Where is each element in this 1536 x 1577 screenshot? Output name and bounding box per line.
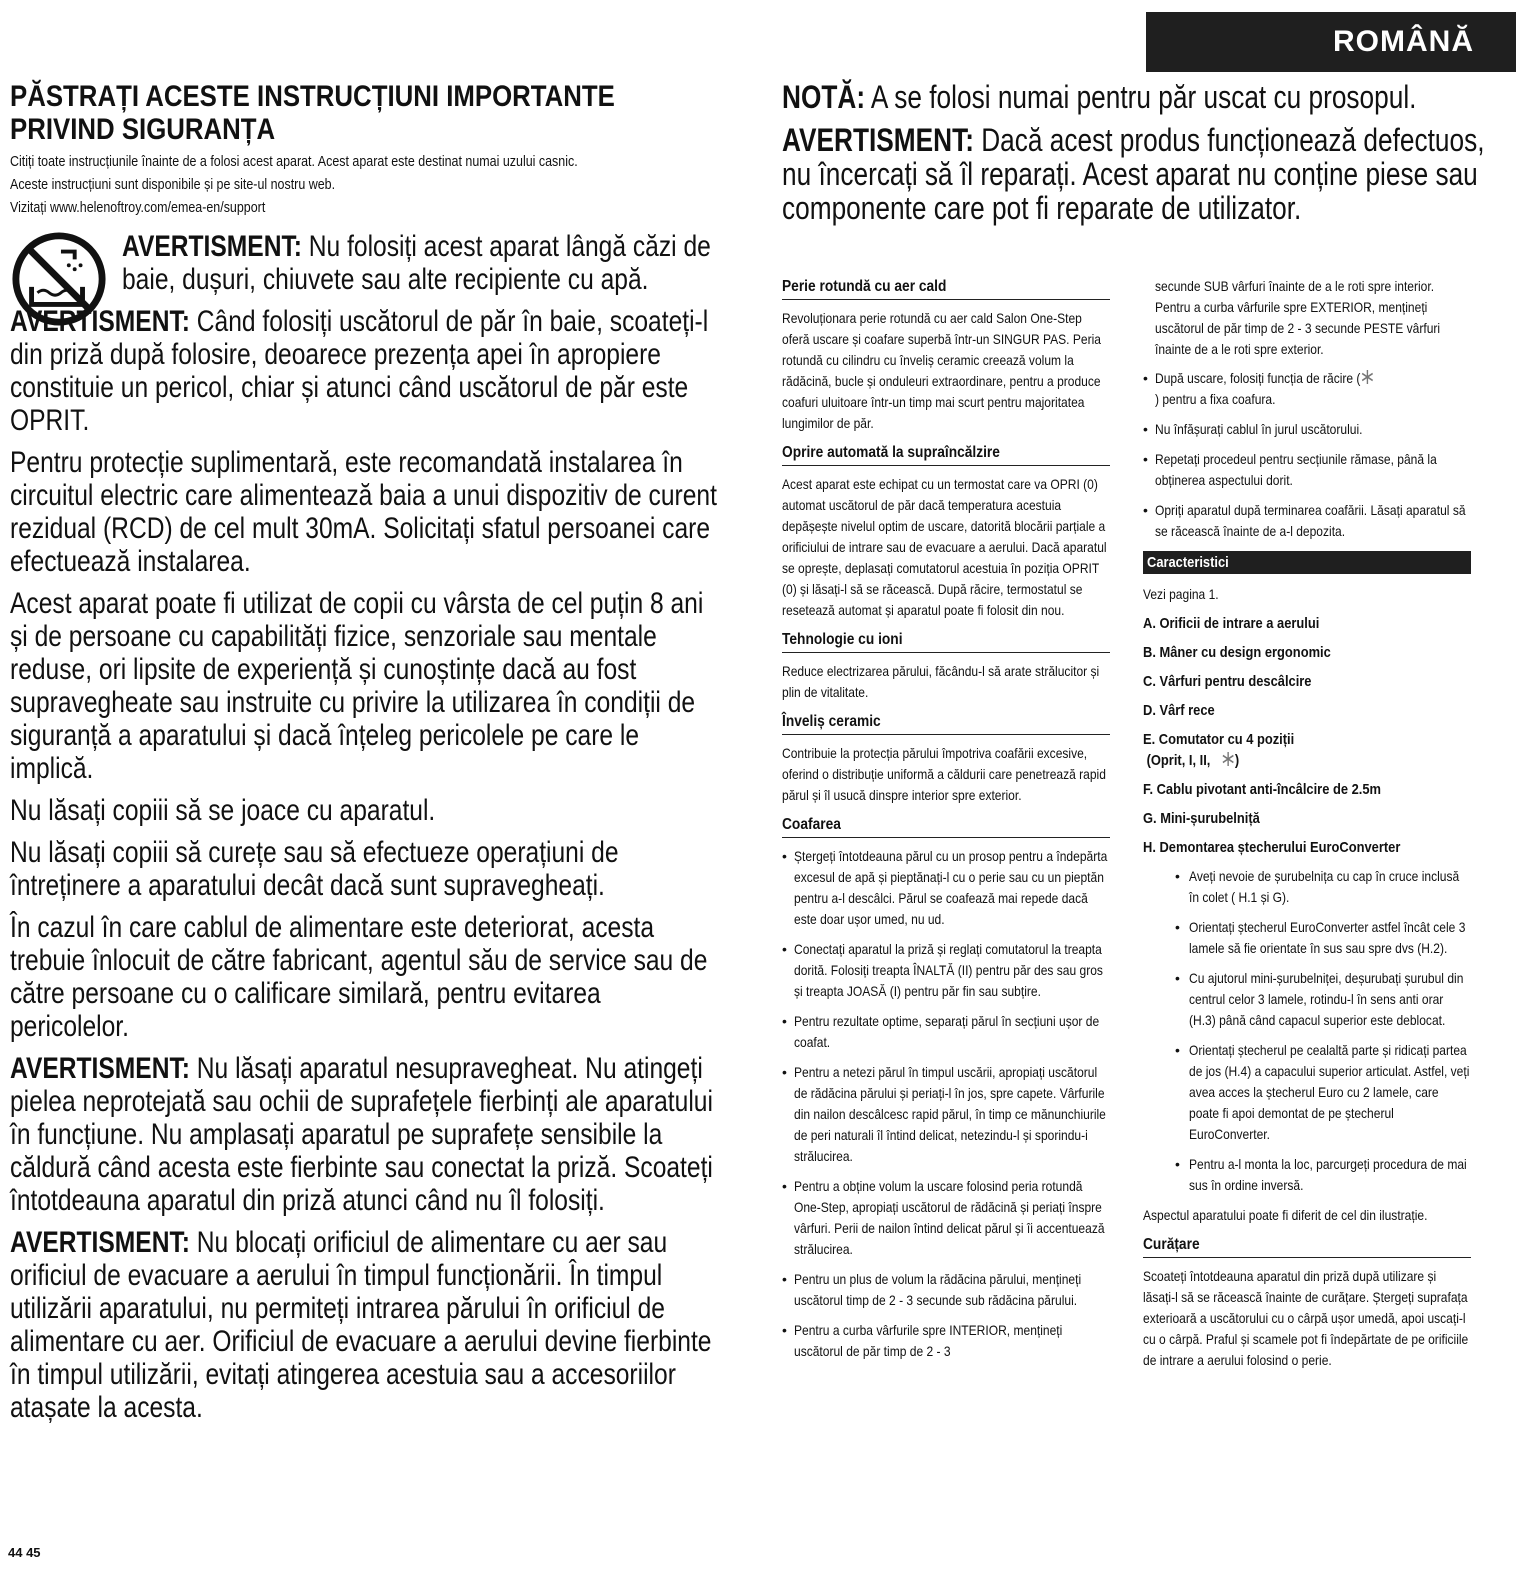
appearance-note [1143,1205,1471,1226]
list-text: Pentru a curba vârfurile spre INTERIOR, mențineți uscătorul de păr timp de 2 - 3 [794,1322,1063,1359]
list-item [782,1011,1110,1053]
continued-text [1143,276,1471,360]
heading-text: Tehnologie cu ioni [782,631,903,648]
title-line-2: PRIVIND SIGURANȚA [10,113,276,146]
language-label: ROMÂNĂ [1333,25,1474,58]
list-text [1155,368,1470,410]
warning-paragraph-2 [10,1052,723,1217]
intro-text-3: Vizitați www.helenoftroy.com/emea-en/support [10,200,266,216]
sub-list-item [1143,866,1471,908]
section-text [782,308,1110,434]
bath-warning [10,230,725,296]
paragraph-no-clean: Nu lăsați copiii să curețe sau să efectueze operațiuni de întreținere a aparatului decât dacă sunt supravegheați. [10,836,619,902]
feature-item [1143,779,1471,800]
repair-warning [782,123,1504,225]
feature-item [1143,808,1471,829]
list-item [782,1176,1110,1260]
cleaning-text [1143,1266,1471,1371]
feature-text: G. Mini-șurubelniță [1143,810,1260,827]
body-text: Scoateți întotdeauna aparatul din priză după utilizare și lăsați-l să se răcească înainte de curățare. Ștergeți suprafața exterioară a uscătorului cu o cârpă ușor umedă, apoi uscați-l cu o cârpă. Praful și scamele pot fi îndepărtate de pe orificiile de intrare a aerului folosind o perie. [1143,1268,1469,1368]
sub-list-item [1143,968,1471,1031]
body-text: Contribuie la protecția părului împotriva coafării excesive, oferind o distribuție uniformă a căldurii care penetrează rapid părul și îl usucă dinspre interior spre exterior. [782,745,1106,803]
heading-text: Oprire automată la supraîncălzire [782,444,1000,461]
bath-warning-body: Nu folosiți acest aparat lângă căzi de baie, dușuri, chiuvete sau alte recipiente cu apă. [122,230,711,296]
page-title [10,80,715,146]
list-item [1143,500,1471,542]
section-text [782,661,1110,703]
paragraph-children: Acest aparat poate fi utilizat de copii cu vârsta de cel puțin 8 ani și de persoane cu capabilități fizice, senzoriale sau mentale reduse, ori lipsite de experiență și cunoștințe dacă au fost supravegheate sau instruite cu privire la utilizarea în condiții de siguranță a aparatului și dacă înțeleg pericolele pe care le implică. [10,587,704,785]
paragraph-body: Nu lăsați aparatul nesupravegheat. Nu atingeți pielea neprotejată sau ochii de suprafețele fierbinți ale aparatului în funcțiune. Nu amplasați aparatul pe suprafețe sensibile la căldură când acesta este fierbinte sau conectat la priză. Scoateți întotdeauna aparatul din priză atunci când nu îl folosiți. [10,1052,713,1217]
section-heading [782,442,1110,466]
feature-text: B. Mâner cu design ergonomic [1143,644,1331,661]
warning-label: AVERTISMENT: [10,1052,190,1085]
list-text: Conectați aparatul la priză și reglați comutatorul la treapta dorită. Folosiți treapta ÎNALTĂ (II) pentru păr des sau gros și treapta JOASĂ (I) pentru păr fin sau subțire. [794,941,1103,999]
list-item [782,1320,1110,1362]
list-text: Orientați ștecherul EuroConverter astfel încât cele 3 lamele să fie orientate în sus sau spre dvs (H.2). [1189,919,1466,956]
page-numbers: 44 45 [8,1545,41,1560]
paragraph-rcd: Pentru protecție suplimentară, este recomandată instalarea în circuitul electric care alimentează baia a unui dispozitiv de curent rezidual (RCD) de cel mult 30mA. Solicitați sfatul persoanei care efectuează instalarea. [10,446,717,578]
list-text: Opriți aparatul după terminarea coafării. Lăsați aparatul să se răcească înainte de a-l depozita. [1155,502,1466,539]
list-text-start: După uscare, folosiți funcția de răcire ( [1155,370,1361,386]
warning-label: AVERTISMENT: [122,230,302,263]
feature-item [1143,700,1471,721]
list-text: Nu înfășurați cablul în jurul uscătorului. [1155,421,1363,437]
feature-item [1143,613,1471,634]
list-text: Cu ajutorul mini-șurubelniței, deșurubați șurubul din centrul celor 3 lamele, rotindu-l în sens anti orar (H.3) până când capacul superior este deblocat. [1189,970,1464,1028]
list-text-end: ) pentru a fixa coafura. [1155,391,1276,407]
paragraph-body: Când folosiți uscătorul de păr în baie, scoateți-l din priză după folosire, deoarece prezența apei în apropiere constituie un pericol, chiar și atunci când uscătorul de păr este OPRIT. [10,305,709,437]
heading-text: Curățare [1143,1236,1200,1253]
see-page-text [1143,584,1471,605]
body-text: Acest aparat este echipat cu un termostat care va OPRI (0) automat uscătorul de păr dacă temperatura acestuia depășește nivelul optim de uscare, datorită blocării parțiale a orificiului de intrare sau de evacuare a aerului. Dacă aparatul se oprește, deplasați comutatorul acestuia în poziția OPRIT (0) și lăsați-l să se răcească. După răcire, termostatul se resetează automat și aparatul poate fi folosit din nou. [782,476,1107,618]
safety-instructions-column [10,80,725,1433]
heading-text: Perie rotundă cu aer cald [782,278,947,295]
features-heading [1143,551,1471,574]
sub-list-item [1143,1154,1471,1196]
warning-paragraph-1 [10,305,723,437]
list-text: Ștergeți întotdeauna părul cu un prosop pentru a îndepărta excesul de apă și pieptănați-l cu o perie sau cu un pieptăn pentru a-l descâlci. Părul se coafează mai repede dacă este doar ușor umed, nu ud. [794,848,1108,927]
title-line-1: PĂSTRAȚI ACESTE INSTRUCȚIUNI IMPORTANTE [10,80,615,113]
heading-text: Înveliș ceramic [782,713,881,730]
features-column-right [1143,276,1471,1379]
note-paragraph [782,80,1504,114]
feature-item [1143,642,1471,663]
feature-text-end: ) [1234,752,1240,769]
sub-list-item [1143,1040,1471,1145]
language-tab [1146,12,1516,72]
heading-text: Coafarea [782,816,841,833]
intro-text-2: Aceste instrucțiuni sunt disponibile și pe site-ul nostru web. [10,177,336,193]
section-heading [782,711,1110,735]
list-item [782,1062,1110,1167]
body-text: Vezi pagina 1. [1143,586,1219,602]
list-text: Pentru rezultate optime, separați părul în secțiuni ușor de coafat. [794,1013,1100,1050]
list-text: Orientați ștecherul pe cealaltă parte și ridicați partea de jos (H.4) a capacului superior articulat. Astfel, veți avea acces la ștecherul Euro cu 2 lamele, care poate fi apoi demontat de pe ștecherul EuroConverter. [1189,1042,1470,1142]
warning-paragraph-3 [10,1226,723,1424]
feature-item [1143,671,1471,692]
warning-label: AVERTISMENT: [10,305,190,338]
body-text: secunde SUB vârfuri înainte de a le roti spre interior. Pentru a curba vârfurile spre EXTERIOR, mențineți uscătorul de păr timp de 2 - 3 secunde PESTE vârfuri înainte de a le roti spre exterior. [1155,278,1441,357]
feature-text-line-2: (Oprit, I, II, [1146,752,1211,769]
list-text: Pentru un plus de volum la rădăcina părului, mențineți uscătorul timp de 2 - 3 secunde sub rădăcina părului. [794,1271,1082,1308]
body-text: Reduce electrizarea părului, făcându-l să arate strălucitor și plin de vitalitate. [782,663,1100,700]
list-text: Repetați procedeul pentru secțiunile rămase, până la obținerea aspectului dorit. [1155,451,1437,488]
warning-label: AVERTISMENT: [782,122,974,158]
feature-item [1143,837,1471,858]
list-text: Pentru a netezi părul în timpul uscării, apropiați uscătorul de rădăcina părului și periați-l în jos, spre capete. Vârfurile din nailon descâlcesc rapid părul, în timp ce mănunchiurile de peri naturali îl întind delicat, netezindu-l și sporindu-i strălucirea. [794,1064,1106,1164]
paragraph-cord: În cazul în care cablul de alimentare este deteriorat, acesta trebuie înlocuit de către fabricant, agentul său de service sau de către persoane cu o calificare similară, pentru evitarea pericolelor. [10,911,708,1043]
list-item [1143,449,1471,491]
list-item [1143,368,1471,410]
body-text: Revoluționara perie rotundă cu aer cald Salon One-Step oferă uscare și coafare superbă într-un SINGUR PAS. Peria rotundă cu cilindru cu înveliș ceramic creează volum la rădăcină, bucle și onduleuri extraordinare, pentru a produce coafuri uluitoare într-un timp mai scurt pentru majoritatea lungimilor de păr. [782,310,1101,431]
feature-text-line-1: E. Comutator cu 4 poziții [1143,731,1295,748]
bath-warning-text [122,230,725,296]
sub-list-item [1143,917,1471,959]
section-heading [1143,1234,1471,1258]
feature-text: F. Cablu pivotant anti-încâlcire de 2.5m [1143,781,1381,798]
list-text: Pentru a obține volum la uscare folosind peria rotundă One-Step, apropiați uscătorul de rădăcină și periați înspre vârfuri. Perii de nailon întind delicat părul și îi accentuează strălucirea. [794,1178,1105,1257]
section-heading [782,276,1110,300]
list-item [782,939,1110,1002]
section-text [782,743,1110,806]
section-heading [782,629,1110,653]
feature-item [1143,729,1471,771]
repair-warning-body: Dacă acest produs funcționează defectuos, nu încercați să îl reparați. Acest aparat nu conține piese sau componente care pot fi reparate de utilizator. [782,122,1485,226]
feature-text: D. Vârf rece [1143,702,1215,719]
note-body: A se folosi numai pentru păr uscat cu prosopul. [870,79,1417,115]
feature-text [1143,729,1470,771]
body-text: Aspectul aparatului poate fi diferit de cel din ilustrație. [1143,1207,1428,1223]
list-text: Aveți nevoie de șurubelnița cu cap în cruce inclusă în colet ( H.1 și G). [1189,868,1460,905]
right-notices [782,80,1516,234]
list-text: Pentru a-l monta la loc, parcurgeți procedura de mai sus în ordine inversă. [1189,1156,1467,1193]
note-label: NOTĂ: [782,79,866,115]
paragraph-body: Nu blocați orificiul de alimentare cu aer sau orificiul de evacuare a aerului în timpul funcționării. În timpul utilizării aparatului, nu permiteți intrarea părului în orificiul de alimentare cu aer. Orificiul de evacuare a aerului devine fierbinte în timpul utilizării, evitați atingerea acestuia sau a accesoriilor atașate la acesta. [10,1226,712,1424]
feature-text: A. Orificii de intrare a aerului [1143,615,1320,632]
intro-text-1: Citiți toate instrucțiunile înainte de a folosi acest aparat. Acest aparat este destinat numai uzului casnic. [10,154,578,170]
section-text [782,474,1110,621]
list-item [1143,419,1471,440]
features-column-left [782,276,1110,1371]
heading-text: Caracteristici [1147,554,1229,571]
paragraph-no-play: Nu lăsați copiii să se joace cu aparatul. [10,794,436,827]
feature-text: C. Vârfuri pentru descâlcire [1143,673,1312,690]
list-item [782,1269,1110,1311]
list-item [782,846,1110,930]
feature-text: H. Demontarea ștecherului EuroConverter [1143,839,1401,856]
snowflake-icon [1221,751,1235,767]
snowflake-icon [1360,369,1374,385]
section-heading [782,814,1110,838]
warning-label: AVERTISMENT: [10,1226,190,1259]
